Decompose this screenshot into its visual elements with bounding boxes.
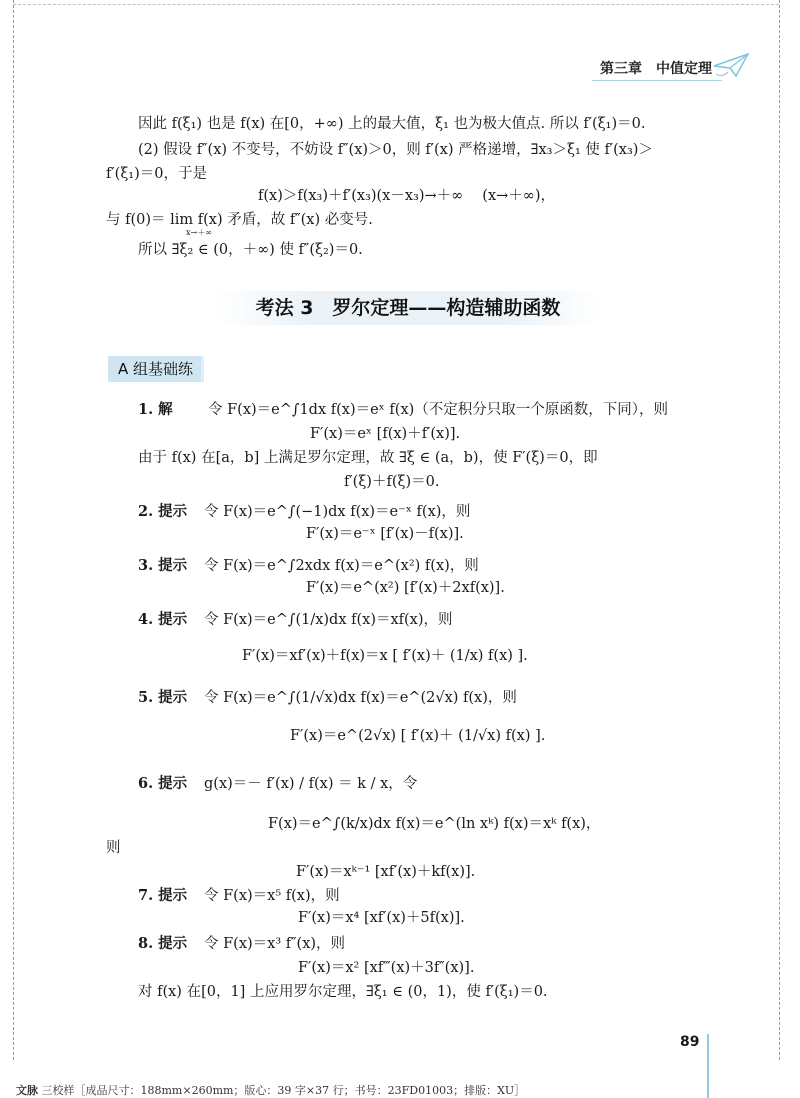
problem-1-result: f′(ξ)＋f(ξ)＝0.	[344, 474, 440, 490]
group-badge: A 组基础练	[108, 356, 204, 382]
problem-8-formula: F′(x)＝x² [xf‴(x)＋3f″(x)].	[298, 960, 475, 976]
problem-5-text: 令 F(x)＝e^∫(1/√x)dx f(x)＝e^(2√x) f(x)，则	[204, 690, 517, 706]
section-title: 考法 3 罗尔定理——构造辅助函数	[216, 291, 600, 325]
page-border-right	[779, 0, 780, 1060]
problem-3-label: 3. 提示	[138, 557, 188, 574]
problem-1-label: 1. 解	[138, 401, 173, 418]
problem-7-label: 7. 提示	[138, 887, 188, 904]
page-number-rule	[707, 1034, 709, 1098]
problem-6-then: 则	[106, 840, 121, 856]
intro-line-4: 与 f(0)＝ lim f(x) 矛盾，故 f″(x) 必变号.	[106, 212, 373, 228]
footer-meta: 三校样［成品尺寸：188mm×260mm；版心：39 字×37 行；书号：23FD01003；排版：XU］	[41, 1084, 526, 1097]
problem-4-text: 令 F(x)＝e^∫(1/x)dx f(x)＝xf(x)，则	[204, 612, 453, 628]
problem-5-label: 5. 提示	[138, 689, 188, 706]
intro-line-1: 因此 f(ξ₁) 也是 f(x) 在[0，+∞) 上的最大值，ξ₁ 也为极大值点. 所以 f′(ξ₁)＝0.	[138, 116, 646, 132]
problem-6-formula: F(x)＝e^∫(k/x)dx f(x)＝e^(ln xᵏ) f(x)＝xᵏ f(x)，	[268, 816, 601, 832]
footer-brand: 文脉	[16, 1084, 38, 1097]
problem-3-text: 令 F(x)＝e^∫2xdx f(x)＝e^(x²) f(x)，则	[204, 558, 479, 574]
intro-line-3: f′(ξ₁)＝0，于是	[106, 166, 207, 182]
problem-1-text: 令 F(x)＝e^∫1dx f(x)＝eˣ f(x)（不定积分只取一个原函数，下同），则	[208, 402, 669, 418]
problem-8-conclusion: 对 f(x) 在[0，1] 上应用罗尔定理，∃ξ₁ ∈ (0，1)，使 f′(ξ₁)＝0.	[138, 984, 548, 1000]
problem-6-label: 6. 提示	[138, 775, 188, 792]
header-rule	[592, 80, 722, 81]
problem-6-result: F′(x)＝xᵏ⁻¹ [xf′(x)＋kf(x)].	[296, 864, 476, 880]
print-footer	[16, 1082, 525, 1098]
problem-7-formula: F′(x)＝x⁴ [xf′(x)＋5f(x)].	[298, 910, 465, 926]
problem-2-text: 令 F(x)＝e^∫(−1)dx f(x)＝e⁻ˣ f(x)，则	[204, 504, 471, 520]
limit-subscript: x→＋∞	[186, 228, 212, 237]
intro-line-5: 所以 ∃ξ₂ ∈ (0，＋∞) 使 f″(ξ₂)＝0.	[138, 242, 363, 258]
problem-8-label: 8. 提示	[138, 935, 188, 952]
problem-2-label: 2. 提示	[138, 503, 188, 520]
problem-4-formula: F′(x)＝xf′(x)＋f(x)＝x [ f′(x)＋ (1/x) f(x) ].	[242, 648, 528, 664]
problem-7-text: 令 F(x)＝x⁵ f(x)，则	[204, 888, 340, 904]
page-border-top	[13, 4, 779, 5]
intro-formula: f(x)＞f(x₃)＋f′(x₃)(x－x₃)→＋∞ (x→＋∞)，	[258, 188, 556, 204]
intro-line-2: (2) 假设 f″(x) 不变号，不妨设 f″(x)＞0，则 f′(x) 严格递增，∃x₃＞ξ₁ 使 f′(x₃)＞	[138, 142, 653, 158]
problem-4-label: 4. 提示	[138, 611, 188, 628]
problem-5-formula: F′(x)＝e^(2√x) [ f′(x)＋ (1/√x) f(x) ].	[290, 728, 546, 744]
paper-plane-icon	[712, 52, 752, 80]
problem-8-text: 令 F(x)＝x³ f″(x)，则	[204, 936, 346, 952]
chapter-header: 第三章 中值定理	[600, 61, 712, 77]
problem-2-formula: F′(x)＝e⁻ˣ [f′(x)－f(x)].	[306, 526, 464, 542]
problem-6-text: g(x)＝－ f′(x) / f(x) ＝ k / x，令	[204, 776, 418, 792]
page-number: 89	[680, 1034, 700, 1050]
problem-1-formula: F′(x)＝eˣ [f(x)＋f′(x)].	[310, 426, 461, 442]
problem-1-reason: 由于 f(x) 在[a，b] 上满足罗尔定理，故 ∃ξ ∈ (a，b)，使 F′(ξ)＝0，即	[138, 450, 598, 466]
page-border-left	[13, 0, 14, 1060]
problem-3-formula: F′(x)＝e^(x²) [f′(x)＋2xf(x)].	[306, 580, 505, 596]
